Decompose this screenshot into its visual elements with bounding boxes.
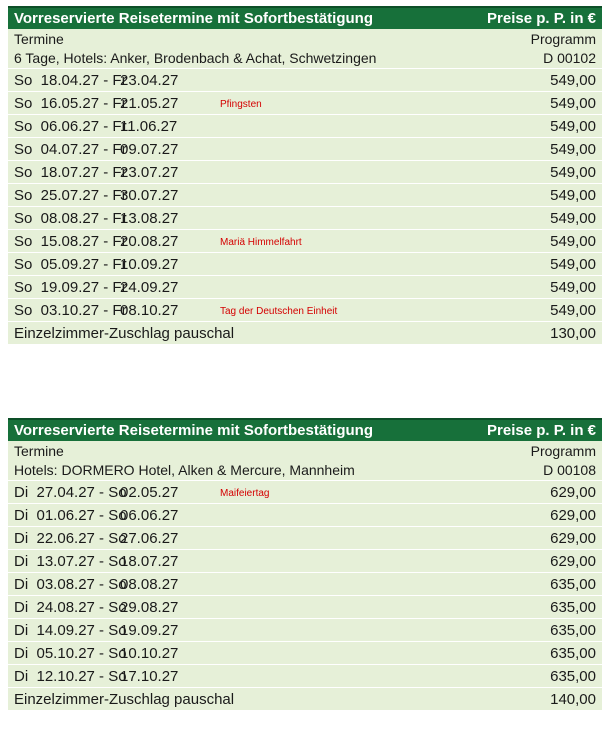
hotel-info-row	[8, 48, 602, 69]
travel-dates-table-2	[8, 418, 602, 711]
price: 549,00	[550, 232, 596, 250]
column-header-row	[8, 29, 602, 48]
table-row	[8, 299, 602, 322]
table-row	[8, 184, 602, 207]
price: 635,00	[550, 598, 596, 616]
program-code: D 00102	[543, 50, 596, 66]
program-code: D 00108	[543, 462, 596, 478]
price: 629,00	[550, 483, 596, 501]
start-date: So 19.09.27 - Fr	[14, 278, 127, 296]
supplement-label: Einzelzimmer-Zuschlag pauschal	[14, 324, 235, 342]
end-date: 19.09.27	[120, 621, 179, 639]
price: 549,00	[550, 94, 596, 112]
price: 549,00	[550, 301, 596, 319]
price: 549,00	[550, 140, 596, 158]
table-row	[8, 504, 602, 527]
price: 549,00	[550, 278, 596, 296]
header-price-note: Preise p. P. in €	[487, 422, 596, 439]
table-row	[8, 69, 602, 92]
price: 549,00	[550, 255, 596, 273]
supplement-price: 140,00	[550, 690, 596, 708]
price: 629,00	[550, 506, 596, 524]
column-label-program: Programm	[530, 442, 596, 459]
price: 635,00	[550, 621, 596, 639]
holiday-note: Maifeiertag	[220, 488, 270, 499]
end-date: 29.08.27	[120, 598, 179, 616]
date-rows	[8, 481, 602, 688]
price: 629,00	[550, 552, 596, 570]
price: 549,00	[550, 186, 596, 204]
start-date: Di 13.07.27 - So	[14, 552, 127, 570]
holiday-note: Pfingsten	[220, 99, 262, 110]
column-header-row	[8, 441, 602, 460]
end-date: 11.06.27	[120, 117, 178, 135]
start-date: Di 01.06.27 - So	[14, 506, 127, 524]
table-row	[8, 665, 602, 688]
table-row	[8, 230, 602, 253]
table-row	[8, 161, 602, 184]
start-date: So 18.07.27 - Fr	[14, 163, 127, 181]
end-date: 23.07.27	[120, 163, 179, 181]
price: 549,00	[550, 71, 596, 89]
start-date: So 04.07.27 - Fr	[14, 140, 127, 158]
start-date: So 16.05.27 - Fr	[14, 94, 127, 112]
start-date: Di 22.06.27 - So	[14, 529, 127, 547]
end-date: 21.05.27	[120, 94, 179, 112]
start-date: Di 24.08.27 - So	[14, 598, 127, 616]
start-date: Di 27.04.27 - So	[14, 483, 127, 501]
price: 549,00	[550, 209, 596, 227]
end-date: 27.06.27	[120, 529, 179, 547]
price: 629,00	[550, 529, 596, 547]
column-label-dates: Termine	[14, 30, 64, 47]
end-date: 30.07.27	[120, 186, 179, 204]
table-row	[8, 92, 602, 115]
table-row	[8, 207, 602, 230]
hotel-info-row	[8, 460, 602, 481]
start-date: Di 03.08.27 - So	[14, 575, 127, 593]
start-date: Di 05.10.27 - So	[14, 644, 127, 662]
table-row	[8, 276, 602, 299]
price: 549,00	[550, 117, 596, 135]
end-date: 17.10.27	[120, 667, 179, 685]
start-date: So 25.07.27 - Fr	[14, 186, 127, 204]
start-date: So 03.10.27 - Fr	[14, 301, 127, 319]
table-row	[8, 138, 602, 161]
end-date: 10.09.27	[120, 255, 179, 273]
end-date: 10.10.27	[120, 644, 179, 662]
table-row	[8, 642, 602, 665]
table-row	[8, 527, 602, 550]
start-date: Di 14.09.27 - So	[14, 621, 127, 639]
end-date: 20.08.27	[120, 232, 179, 250]
supplement-price: 130,00	[550, 324, 596, 342]
table-row	[8, 596, 602, 619]
holiday-note: Tag der Deutschen Einheit	[220, 306, 338, 317]
price: 635,00	[550, 667, 596, 685]
table-header	[8, 6, 602, 29]
start-date: So 08.08.27 - Fr	[14, 209, 127, 227]
end-date: 23.04.27	[120, 71, 179, 89]
end-date: 13.08.27	[120, 209, 179, 227]
end-date: 08.10.27	[120, 301, 179, 319]
end-date: 02.05.27	[120, 483, 179, 501]
end-date: 09.07.27	[120, 140, 179, 158]
table-header	[8, 418, 602, 441]
header-title: Vorreservierte Reisetermine mit Sofortbestätigung	[14, 422, 373, 439]
table-row	[8, 550, 602, 573]
hotel-info: 6 Tage, Hotels: Anker, Brodenbach & Achat, Schwetzingen	[14, 50, 377, 66]
column-label-program: Programm	[530, 30, 596, 47]
end-date: 18.07.27	[120, 552, 179, 570]
date-rows	[8, 69, 602, 322]
header-title: Vorreservierte Reisetermine mit Sofortbestätigung	[14, 10, 373, 27]
table-row	[8, 573, 602, 596]
start-date: So 15.08.27 - Fr	[14, 232, 127, 250]
price: 549,00	[550, 163, 596, 181]
table-row	[8, 481, 602, 504]
header-price-note: Preise p. P. in €	[487, 10, 596, 27]
supplement-row	[8, 322, 602, 345]
table-row	[8, 115, 602, 138]
start-date: Di 12.10.27 - So	[14, 667, 127, 685]
start-date: So 18.04.27 - Fr	[14, 71, 127, 89]
travel-dates-table-1	[8, 6, 602, 345]
hotel-info: Hotels: DORMERO Hotel, Alken & Mercure, Mannheim	[14, 462, 355, 478]
supplement-label: Einzelzimmer-Zuschlag pauschal	[14, 690, 235, 708]
column-label-dates: Termine	[14, 442, 64, 459]
end-date: 06.06.27	[120, 506, 179, 524]
start-date: So 06.06.27 - Fr	[14, 117, 127, 135]
holiday-note: Mariä Himmelfahrt	[220, 237, 302, 248]
price: 635,00	[550, 575, 596, 593]
end-date: 24.09.27	[120, 278, 179, 296]
end-date: 08.08.27	[120, 575, 179, 593]
price: 635,00	[550, 644, 596, 662]
supplement-row	[8, 688, 602, 711]
table-row	[8, 619, 602, 642]
start-date: So 05.09.27 - Fr	[14, 255, 127, 273]
table-row	[8, 253, 602, 276]
